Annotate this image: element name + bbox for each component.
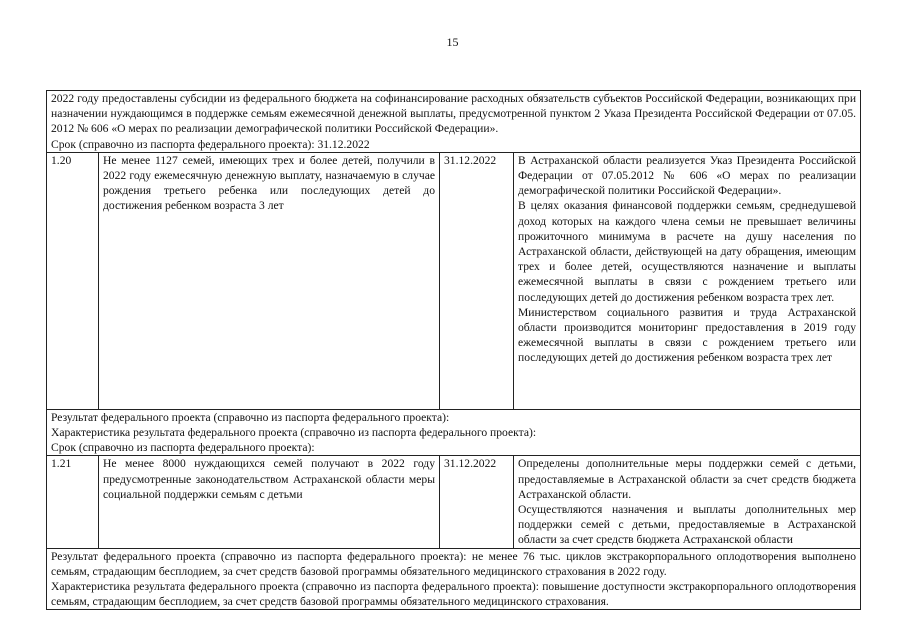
mid-characteristic: Характеристика результата федерального проекта (справочно из паспорта федерального проекта): — [51, 426, 537, 440]
info-paragraph: Определены дополнительные меры поддержки семей с детьми, предоставляемые в Астраханской области за счет средств бюджета Астраханской области. — [518, 457, 857, 501]
info-paragraph: Осуществляются назначения и выплаты дополнительных мер поддержки семей с детьми, предоставляемые в Астраханской области за счет средств бюджета Астраханской области — [518, 503, 857, 547]
mid-deadline: Срок (справочно из паспорта федерального проекта): — [51, 441, 315, 455]
intro-deadline: Срок (справочно из паспорта федерального проекта): 31.12.2022 — [51, 137, 370, 151]
mid-result: Результат федерального проекта (справочно из паспорта федерального проекта): — [51, 410, 450, 424]
info-paragraph: Министерством социального развития и труда Астраханской области производится мониторинг предоставления в 2019 году ежемесячной выплаты в связи с рождением третьего или последующих детей до достижения ребенком возраста трех лет — [518, 305, 857, 365]
info-paragraph: В Астраханской области реализуется Указ Президента Российской Федерации от 07.05.2012 № 606 «О мерах по реализации демографической политики Российской Федерации». — [518, 153, 857, 198]
final-characteristic: Характеристика результата федерального проекта (справочно из паспорта федерального проекта): повышение доступности экстракорпорального оплодотворения семьям, страдающим бесплодием, за счет средств базовой программы обязательного медицинского страхования. — [51, 580, 857, 609]
page-number: 15 — [446, 35, 459, 49]
intro-text: 2022 году предоставлены субсидии из федерального бюджета на софинансирование расходных обязательств субъектов Российской Федерации, возникающих при назначении нуждающимся в поддержке семьям ежемесячной денежной выплаты, предусмотренной пунктом 2 Указа Президента Российской Федерации от 07.05. 2012 № 606 «О мерах по реализации демографической политики Российской Федерации». — [51, 92, 857, 136]
measures-table — [46, 90, 861, 610]
intro-row — [47, 91, 861, 153]
intro-cell — [47, 91, 861, 153]
final-block-row — [47, 548, 861, 610]
mid-block-row — [47, 409, 861, 456]
row-info — [514, 456, 861, 548]
table-row — [47, 456, 861, 548]
row-number: 1.21 — [47, 456, 99, 548]
final-block-cell — [47, 548, 861, 610]
row-date: 31.12.2022 — [440, 456, 514, 548]
mid-block-cell — [47, 409, 861, 456]
info-paragraph: В целях оказания финансовой поддержки семьям, среднедушевой доход которых на каждого члена семьи не превышает величины прожиточного минимума в расчете на душу населения по Астраханской области, действующей на дату обращения, имеющим трех и более детей, осуществляются назначение и выплаты ежемесячной выплаты в связи с рождением третьего или последующих детей до достижения ребенком возраста трех лет. — [518, 199, 857, 304]
row-description: Не менее 1127 семей, имеющих трех и более детей, получили в 2022 году ежемесячную денежную выплату, назначаемую в случае рождения третьего ребенка или последующих детей до достижения ребенком возраста 3 лет — [99, 152, 440, 409]
row-info — [514, 152, 861, 409]
row-date: 31.12.2022 — [440, 152, 514, 409]
table-row — [47, 152, 861, 409]
row-number: 1.20 — [47, 152, 99, 409]
row-description: Не менее 8000 нуждающихся семей получают в 2022 году предусмотренные законодательством Астраханской области меры социальной поддержки семьям с детьми — [99, 456, 440, 548]
final-result: Результат федерального проекта (справочно из паспорта федерального проекта): не менее 76 тыс. циклов экстракорпорального оплодотворения выполнено семьям, страдающим бесплодием, за счет средств базовой программы обязательного медицинского страхования в 2022 году. — [51, 549, 857, 578]
